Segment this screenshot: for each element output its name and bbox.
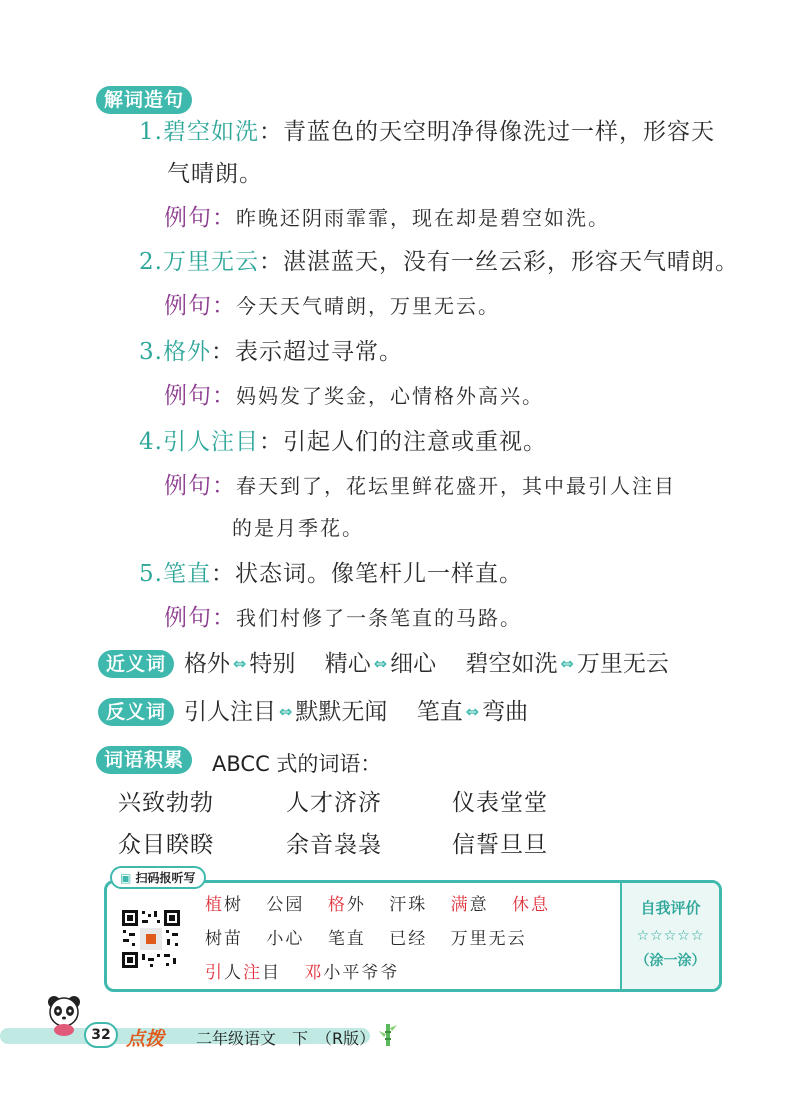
word-b: 默默无闻: [295, 699, 388, 725]
section-badge-accumulate: 词语积累: [96, 746, 192, 774]
dictation-word: [328, 922, 366, 956]
double-arrow-icon: ⇔: [373, 654, 388, 673]
plain-char: 笔直: [327, 929, 366, 949]
entry-2-example: [164, 290, 500, 322]
antonym-pair: [417, 696, 528, 728]
entry-3-example: [164, 380, 544, 412]
example-sentence: 我们村修了一条笔直的马路。: [236, 606, 522, 630]
book-title: 二年级语文 下 （R版）: [196, 1029, 376, 1048]
entry-1-line: [139, 116, 715, 148]
entry-1-definition-cont: [167, 158, 263, 190]
dictation-word: [304, 956, 399, 990]
example-sentence: 昨晚还阴雨霏霏，现在却是碧空如洗。: [236, 206, 610, 230]
scan-dictation-label: 扫码报听写: [135, 871, 196, 885]
entry-colon: ：: [210, 561, 235, 587]
dictation-row: [205, 956, 615, 990]
example-sentence-cont: 的是月季花。: [232, 516, 364, 540]
word-a: 笔直: [416, 699, 463, 725]
double-arrow-icon: ⇔: [560, 654, 574, 673]
highlight-char: 植: [205, 895, 224, 915]
highlight-char: 邓: [304, 963, 324, 983]
entry-1-example: [164, 202, 610, 234]
word-b: 万里无云: [576, 651, 669, 677]
entry-definition: 状态词。像笔杆儿一样直。: [234, 561, 523, 587]
entry-number: 3.: [139, 339, 163, 365]
dictation-word: [328, 888, 366, 922]
antonym-pair: [184, 696, 387, 728]
brand-logo: 点拨: [126, 1028, 165, 1050]
example-label: 例句：: [164, 473, 236, 499]
dictation-row: [205, 888, 615, 922]
dictation-word: [512, 888, 550, 922]
plain-char: 外: [346, 895, 366, 915]
self-evaluation-note: （涂一涂）: [635, 953, 706, 969]
entry-4-example-cont: [232, 512, 364, 544]
word-a: 精心: [324, 651, 371, 677]
bamboo-icon: [378, 1022, 398, 1046]
example-label: 例句：: [164, 205, 236, 231]
star-rating[interactable]: ☆☆☆☆☆: [636, 928, 705, 944]
word-a: 碧空如洗: [465, 651, 558, 677]
panda-mascot-icon: [44, 992, 84, 1036]
dictation-word: [389, 922, 427, 956]
entry-definition: 青蓝色的天空明净得像洗过一样，形容天: [282, 119, 715, 145]
highlight-char: 格: [327, 895, 347, 915]
plain-char: 意: [469, 895, 489, 915]
entry-number: 1.: [139, 119, 163, 145]
word-b: 细心: [390, 651, 437, 677]
accumulate-word: 人才济济: [286, 790, 382, 816]
accumulate-word: 众目睽睽: [118, 832, 214, 858]
highlight-char: 息: [531, 895, 551, 915]
plain-char: 小平爷爷: [323, 963, 400, 983]
entry-colon: ：: [258, 119, 283, 145]
plain-char: 万里无云: [450, 929, 527, 949]
entry-term: 格外: [162, 339, 211, 365]
double-arrow-icon: ⇔: [233, 654, 247, 673]
entry-4-line: [139, 426, 547, 458]
scan-icon: ▣: [120, 871, 136, 885]
word-a: 格外: [184, 651, 230, 677]
entry-colon: ：: [210, 339, 235, 365]
synonym-pair: [465, 648, 668, 680]
highlight-char: 引: [205, 963, 224, 983]
entry-number: 2.: [139, 249, 163, 275]
section-badge-explain: 解词造句: [96, 86, 192, 114]
synonym-pair: [325, 648, 436, 680]
accumulate-word: 信誓旦旦: [452, 832, 548, 858]
antonym-row: [184, 696, 550, 728]
section-badge-antonyms: 反义词: [98, 698, 174, 726]
entry-term: 笔直: [162, 561, 211, 587]
accumulate-word: 仪表堂堂: [452, 790, 548, 816]
plain-char: 小心: [266, 929, 305, 949]
entry-number: 5.: [139, 561, 163, 587]
qr-code-icon[interactable]: [120, 908, 182, 970]
word-a: 引人注目: [184, 699, 276, 725]
dictation-word: [205, 888, 243, 922]
entry-3-line: [139, 336, 403, 368]
dictation-word: [389, 888, 427, 922]
plain-char: 已经: [389, 929, 428, 949]
plain-char: 人: [224, 963, 243, 983]
accumulate-intro: ABCC 式的词语：: [212, 752, 382, 776]
entry-5-line: [139, 558, 523, 590]
dictation-row: [205, 922, 615, 956]
entry-4-example: [164, 470, 676, 502]
scan-dictation-tag: [110, 866, 206, 889]
example-sentence: 妈妈发了奖金，心情格外高兴。: [236, 384, 544, 408]
page-number: 32: [84, 1022, 118, 1048]
highlight-char: 注: [243, 963, 262, 983]
example-label: 例句：: [164, 383, 236, 409]
entry-5-example: [164, 602, 522, 634]
entry-definition-cont: 气晴朗。: [167, 161, 263, 187]
double-arrow-icon: ⇔: [465, 702, 480, 721]
dictation-word: [205, 922, 243, 956]
dictation-word: [266, 922, 304, 956]
self-evaluation-title: 自我评价: [640, 899, 701, 917]
dictation-word: [266, 888, 304, 922]
entry-number: 4.: [139, 429, 163, 455]
synonym-pair: [184, 648, 295, 680]
example-label: 例句：: [164, 605, 236, 631]
self-evaluation-panel: [620, 883, 719, 989]
highlight-char: 满: [450, 895, 470, 915]
word-b: 弯曲: [482, 699, 529, 725]
entry-definition: 湛湛蓝天，没有一丝云彩，形容天气晴朗。: [282, 249, 739, 275]
plain-char: 树: [224, 895, 243, 915]
word-b: 特别: [249, 651, 296, 677]
entry-colon: ：: [258, 249, 283, 275]
synonym-row: [184, 648, 691, 680]
double-arrow-icon: ⇔: [279, 702, 293, 721]
highlight-char: 休: [512, 895, 532, 915]
entry-definition: 引起人们的注意或重视。: [282, 429, 547, 455]
entry-term: 碧空如洗: [162, 119, 259, 145]
entry-term: 引人注目: [162, 429, 259, 455]
plain-char: 树苗: [205, 929, 243, 949]
entry-colon: ：: [258, 429, 283, 455]
plain-char: 公园: [266, 895, 305, 915]
plain-char: 汗珠: [389, 895, 428, 915]
dictation-words: [205, 888, 615, 990]
dictation-word: [451, 922, 527, 956]
dictation-word: [205, 956, 281, 990]
example-sentence: 今天天气晴朗，万里无云。: [236, 294, 500, 318]
example-sentence: 春天到了，花坛里鲜花盛开，其中最引人注目: [236, 474, 676, 498]
section-badge-synonyms: 近义词: [98, 650, 174, 678]
example-label: 例句：: [164, 293, 236, 319]
plain-char: 目: [262, 963, 281, 983]
accumulate-word: 兴致勃勃: [118, 790, 214, 816]
entry-definition: 表示超过寻常。: [234, 339, 403, 365]
entry-2-line: [139, 246, 739, 278]
accumulate-word: 余音袅袅: [286, 832, 382, 858]
entry-term: 万里无云: [162, 249, 259, 275]
dictation-word: [451, 888, 489, 922]
